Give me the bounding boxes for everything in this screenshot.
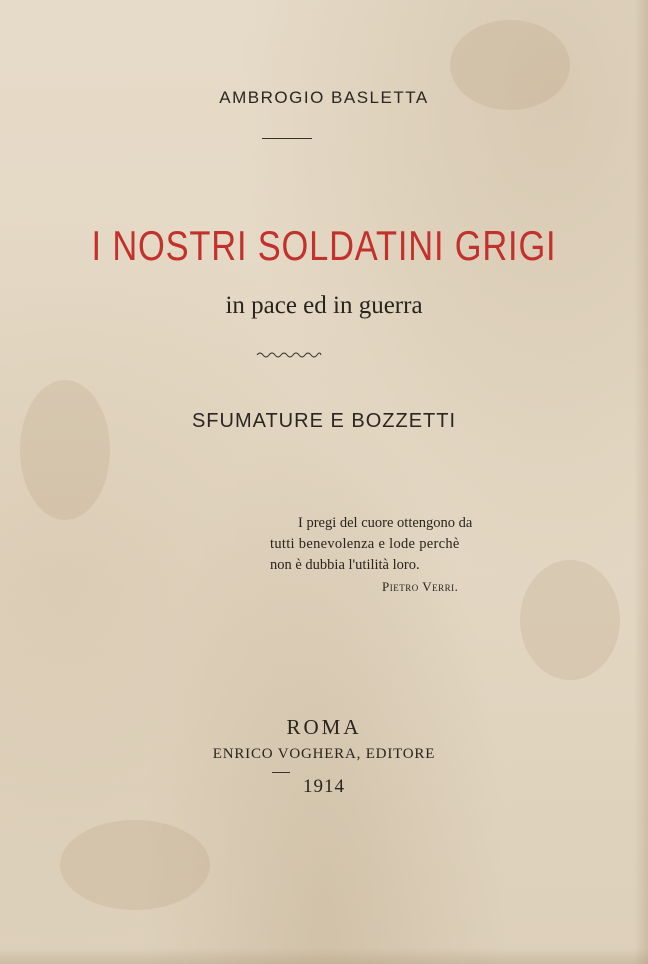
publication-year: 1914 bbox=[303, 776, 345, 797]
wavy-ornament bbox=[256, 350, 322, 360]
publisher-name: ENRICO VOGHERA, EDITORE bbox=[212, 746, 436, 762]
foxing-stain bbox=[60, 820, 210, 910]
page-edge-shadow bbox=[634, 0, 648, 964]
foxing-stain bbox=[520, 560, 620, 680]
author-name: AMBROGIO BASLETTA bbox=[219, 88, 429, 107]
subheading: SFUMATURE E BOZZETTI bbox=[191, 410, 457, 432]
publication-place: ROMA bbox=[286, 715, 362, 739]
epigraph bbox=[262, 513, 522, 597]
divider-rule bbox=[262, 138, 312, 139]
foxing-stain bbox=[20, 380, 110, 520]
epigraph-line: non è dubbia l'utilità loro. bbox=[270, 557, 420, 573]
book-subtitle: in pace ed in guerra bbox=[225, 292, 423, 319]
epigraph-line: tutti benevolenza e lode perchè bbox=[270, 536, 460, 552]
book-title: I NOSTRI SOLDATINI GRIGI bbox=[91, 222, 557, 269]
epigraph-line: I pregi del cuore ottengono da bbox=[298, 515, 473, 531]
page-edge-shadow bbox=[0, 948, 648, 964]
divider-rule bbox=[272, 772, 290, 773]
epigraph-attribution: Pietro Verri. bbox=[382, 579, 459, 594]
